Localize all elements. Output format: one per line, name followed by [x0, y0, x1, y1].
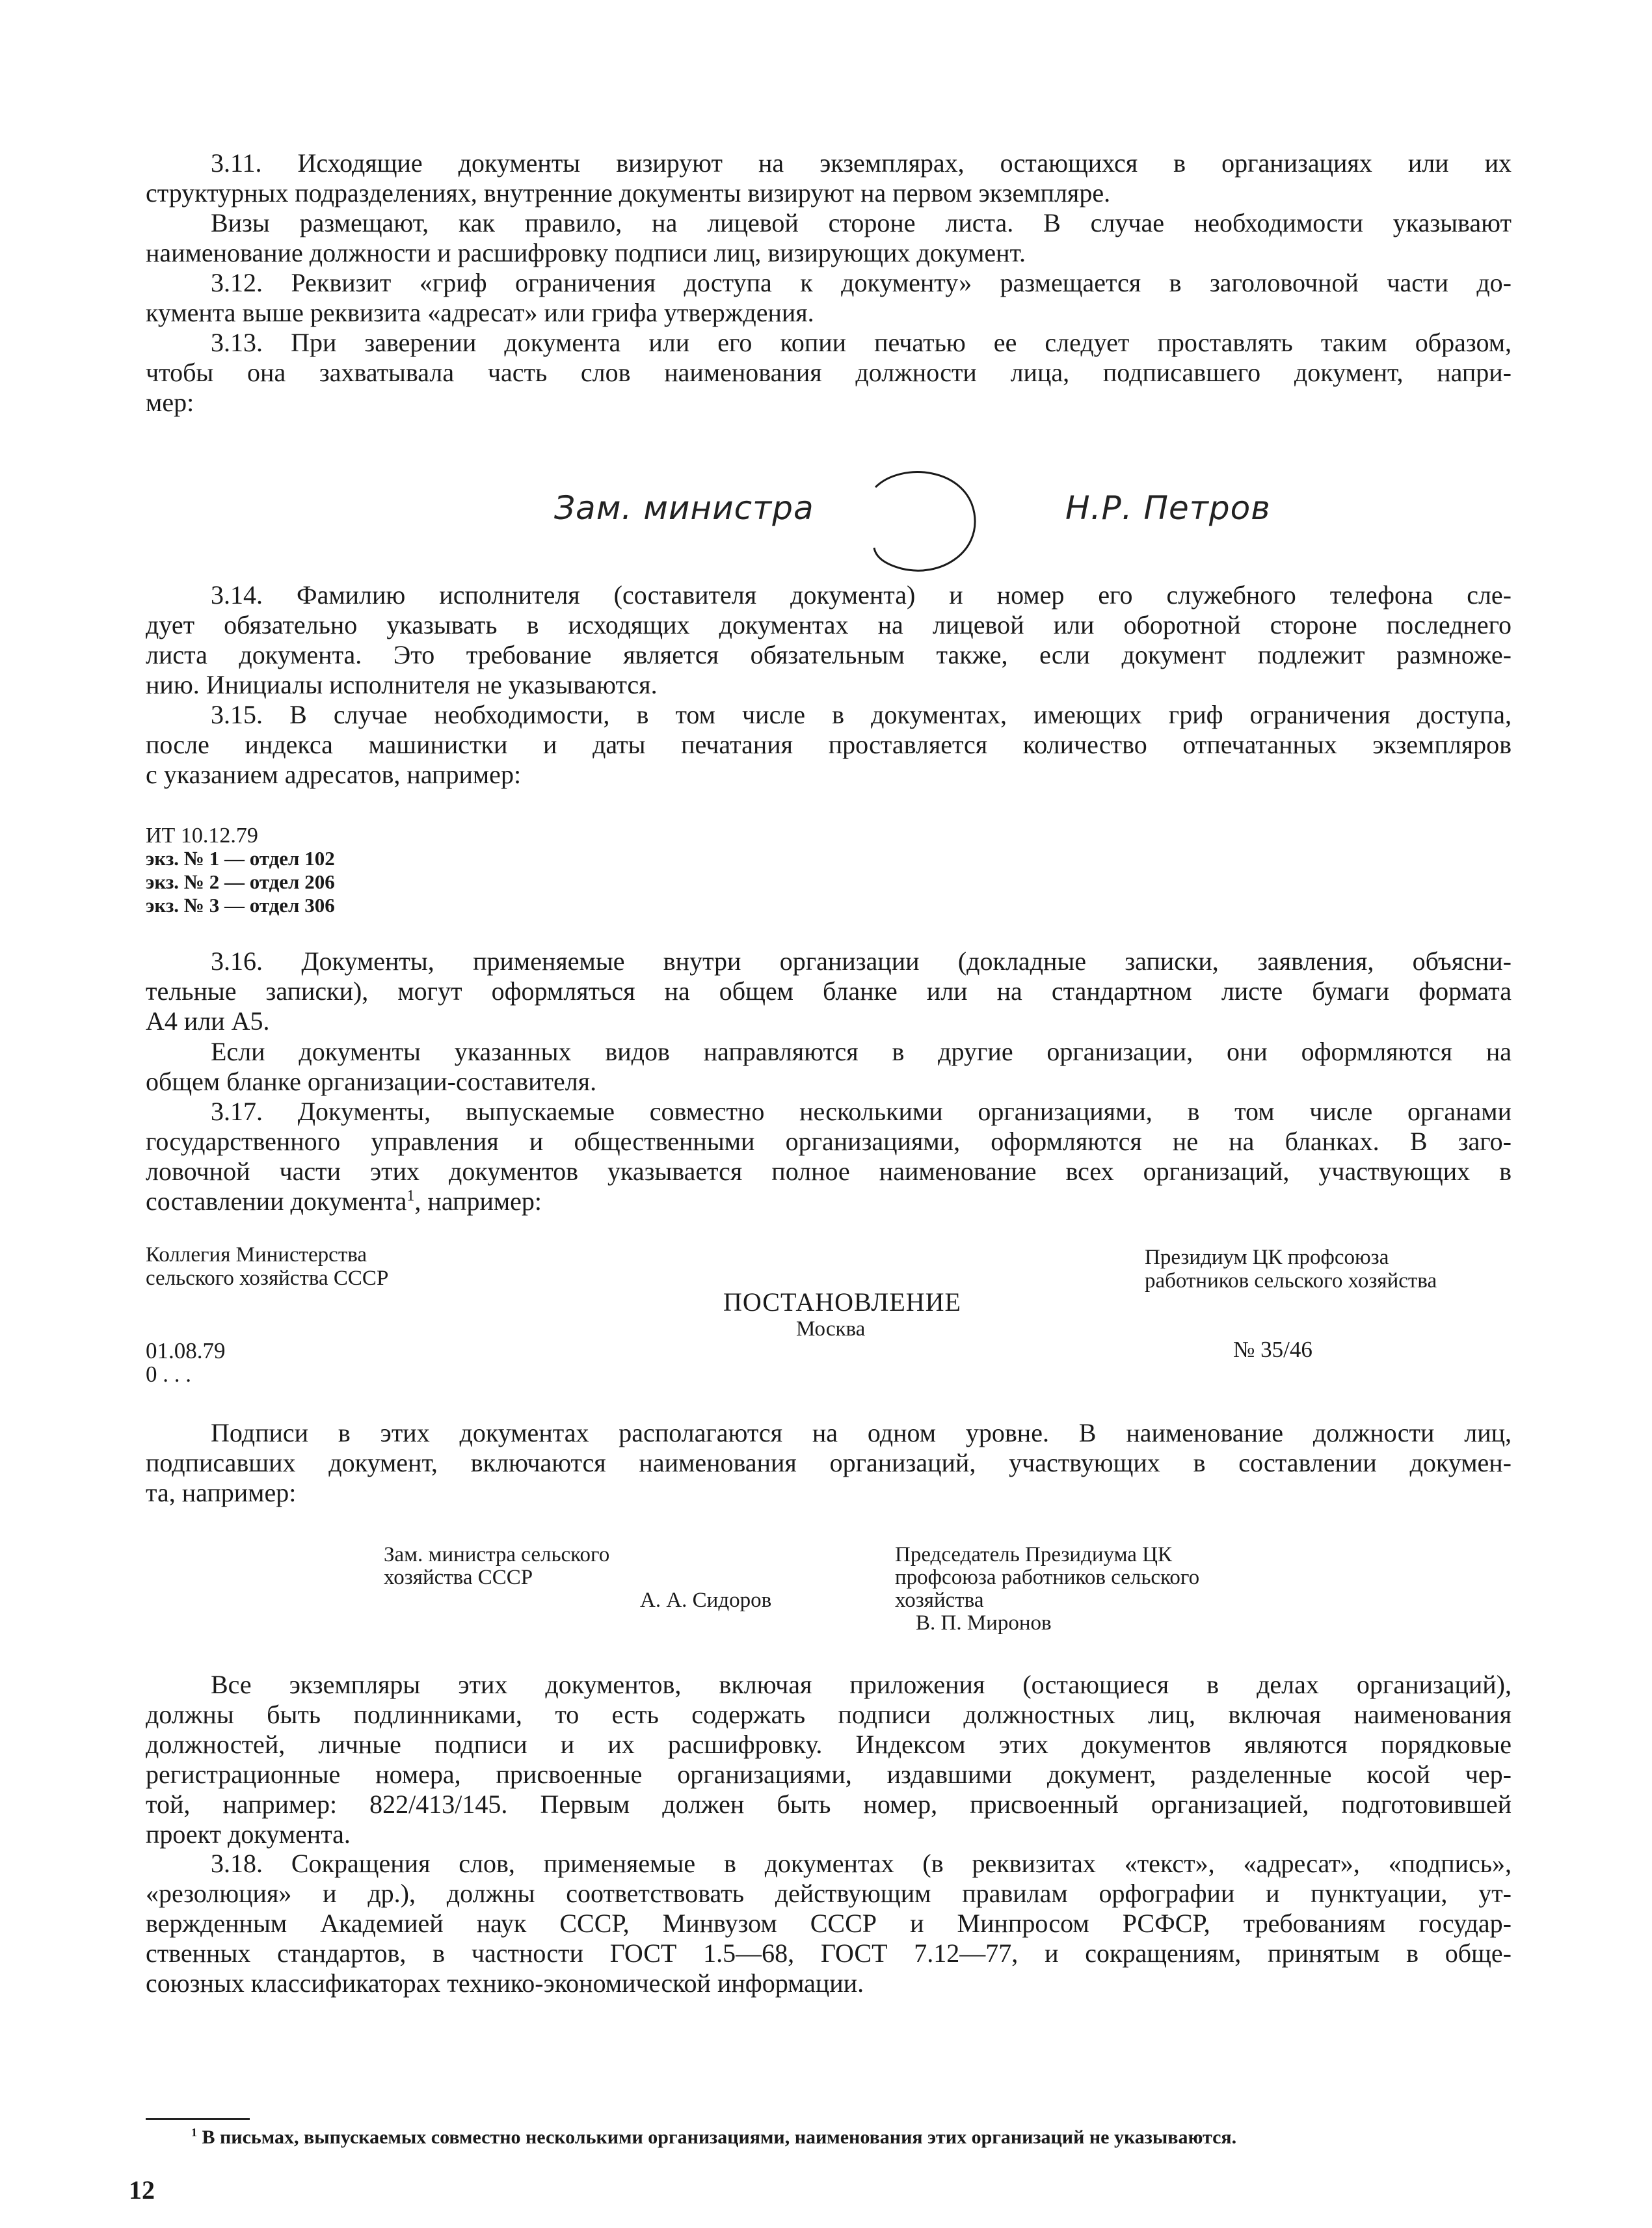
text-line: ственных стандартов, в частности ГОСТ 1.5—68, ГОСТ 7.12—77, и сокращениям, принятым в обще-	[146, 1939, 1512, 1968]
paragraph-signatures	[146, 1418, 1512, 1508]
footnote	[191, 2126, 1236, 2149]
doc-date: 01.08.79	[146, 1338, 226, 1363]
joint-right-org-line: Президиум ЦК профсоюза	[1145, 1246, 1389, 1269]
joint-left-org-line: сельского хозяйства СССР	[146, 1267, 389, 1290]
text-line: Подписи в этих документах располагаются на одном уровне. В наименование должности лиц,	[211, 1418, 1512, 1447]
left-signer-position: Зам. министра сельского	[384, 1543, 610, 1566]
text-line: государственного управления и общественными организациями, оформляются не на бланках. В заго-	[146, 1127, 1512, 1156]
text-line: 3.14. Фамилию исполнителя (составителя документа) и номер его служебного телефона сле-	[211, 580, 1512, 610]
doc-number: № 35/46	[1233, 1337, 1312, 1362]
copy-line: экз. № 3 — отдел 306	[146, 894, 335, 917]
text-line: Визы размещают, как правило, на лицевой стороне листа. В случае необходимости указывают	[211, 208, 1512, 237]
paragraph-3-16	[146, 946, 1512, 1036]
text-line: структурных подразделениях, внутренние документы визируют на первом экземпляре.	[146, 178, 1111, 208]
left-signer-name: А. А. Сидоров	[640, 1589, 772, 1612]
right-signer-position: Председатель Президиума ЦК	[895, 1543, 1173, 1566]
text-line: 3.15. В случае необходимости, в том числе в документах, имеющих гриф ограничения доступа,	[211, 700, 1512, 729]
stamp-circle-icon	[797, 464, 993, 595]
text-line: нию. Инициалы исполнителя не указываются.	[146, 670, 658, 699]
text-fragment: составлении документа	[146, 1187, 407, 1216]
text-line: листа документа. Это требование является обязательным также, если документ подлежит размноже-	[146, 640, 1512, 669]
joint-right-org-line: работников сельского хозяйства	[1145, 1269, 1437, 1293]
text-line: 3.12. Реквизит «гриф ограничения доступа к документу» размещается в заголовочной части до-	[211, 268, 1512, 297]
text-line: общем бланке организации-составителя.	[146, 1067, 597, 1096]
paragraph-3-13	[146, 328, 1512, 418]
text-line: ловочной части этих документов указывается полное наименование всех организаций, участвующих в	[146, 1157, 1512, 1186]
text-line: подписавших документ, включаются наименования организаций, участвующих в составлении докумен-	[146, 1448, 1512, 1477]
text-line: 3.13. При заверении документа или его копии печатью ее следует проставлять таким образом,	[211, 328, 1512, 357]
text-line: должны быть подлинниками, то есть содержать подписи должностных лиц, включая наименования	[146, 1700, 1512, 1729]
joint-left-org-line: Коллегия Министерства	[146, 1243, 367, 1267]
stamp-signature-example	[146, 468, 1512, 585]
doc-index: 0 . . .	[146, 1362, 191, 1387]
paragraph-3-12	[146, 268, 1512, 328]
text-line: 3.18. Сокращения слов, применяемые в документах (в реквизитах «текст», «адресат», «подпись»,	[211, 1849, 1512, 1878]
right-signer-name: В. П. Миронов	[916, 1611, 1052, 1635]
left-signer-position: хозяйства СССР	[384, 1566, 533, 1589]
paragraph-copies	[146, 1670, 1512, 1849]
text-line: наименование должности и расшифровку подписи лиц, визирующих документ.	[146, 238, 1026, 267]
text-line: кумента выше реквизита «адресат» или грифа утверждения.	[146, 298, 814, 327]
copies-index-line: ИТ 10.12.79	[146, 824, 258, 848]
text-line: должностей, личные подписи и их расшифровку. Индексом этих документов являются порядковые	[146, 1730, 1512, 1759]
copy-line: экз. № 1 — отдел 102	[146, 847, 335, 870]
text-line	[146, 1187, 1512, 1216]
text-line: вержденным Академией наук СССР, Минвузом СССР и Минпросом РСФСР, требованиям государ-	[146, 1909, 1512, 1938]
signature-position: Зам. министра	[554, 489, 814, 527]
paragraph-3-17	[146, 1097, 1512, 1216]
text-line: тельные записки), могут оформляться на общем бланке или на стандартном листе бумаги формата	[146, 976, 1512, 1006]
text-line: 3.16. Документы, применяемые внутри организации (докладные записки, заявления, объясни-	[211, 946, 1512, 976]
text-line: Все экземпляры этих документов, включая приложения (остающиеся в делах организаций),	[211, 1670, 1512, 1699]
text-line: с указанием адресатов, например:	[146, 760, 522, 789]
text-line: А4 или А5.	[146, 1006, 270, 1036]
doc-type-title: ПОСТАНОВЛЕНИЕ	[723, 1287, 961, 1317]
text-line: регистрационные номера, присвоенные организациями, издавшими документ, разделенные косой чер-	[146, 1760, 1512, 1789]
text-line: 3.17. Документы, выпускаемые совместно несколькими организациями, в том числе органами	[211, 1097, 1512, 1126]
document-page	[129, 0, 1512, 2228]
text-line: союзных классификаторах технико-экономической информации.	[146, 1968, 864, 1998]
text-line: «резолюция» и др.), должны соответствовать действующим правилам орфографии и пунктуации, ут-	[146, 1879, 1512, 1908]
doc-place: Москва	[796, 1317, 866, 1341]
paragraph-3-11-visas	[146, 208, 1512, 268]
text-line: той, например: 822/413/145. Первым должен быть номер, присвоенный организацией, подготовившей	[146, 1790, 1512, 1819]
footnote-reference: 1	[406, 1187, 415, 1205]
paragraph-3-16-other	[146, 1037, 1512, 1097]
text-line: 3.11. Исходящие документы визируют на экземплярах, остающихся в организациях или их	[211, 148, 1512, 178]
paragraph-3-11	[146, 148, 1512, 208]
footnote-text: В письмах, выпускаемых совместно несколькими организациями, наименования этих организаций не указываются.	[202, 2127, 1237, 2148]
right-signer-position: профсоюза работников сельского	[895, 1566, 1200, 1589]
paragraph-3-14	[146, 580, 1512, 700]
text-line: мер:	[146, 388, 194, 417]
page-number: 12	[129, 2175, 155, 2205]
text-fragment: , например:	[414, 1187, 542, 1216]
text-line: проект документа.	[146, 1819, 351, 1849]
text-line: чтобы она захватывала часть слов наименования должности лица, подписавшего документ, напри-	[146, 358, 1512, 387]
copy-line: экз. № 2 — отдел 206	[146, 870, 335, 893]
text-line: дует обязательно указывать в исходящих документах на лицевой или оборотной стороне последнего	[146, 610, 1512, 639]
paragraph-3-15	[146, 700, 1512, 790]
signature-name: Н.Р. Петров	[1065, 489, 1271, 527]
footnote-divider	[146, 2118, 250, 2120]
paragraph-3-18	[146, 1849, 1512, 1998]
text-line: та, например:	[146, 1478, 297, 1507]
text-line: Если документы указанных видов направляются в другие организации, они оформляются на	[211, 1037, 1512, 1066]
text-line: после индекса машинистки и даты печатания проставляется количество отпечатанных экземпляров	[146, 730, 1512, 759]
right-signer-position: хозяйства	[895, 1589, 984, 1612]
footnote-mark: 1	[191, 2126, 197, 2139]
